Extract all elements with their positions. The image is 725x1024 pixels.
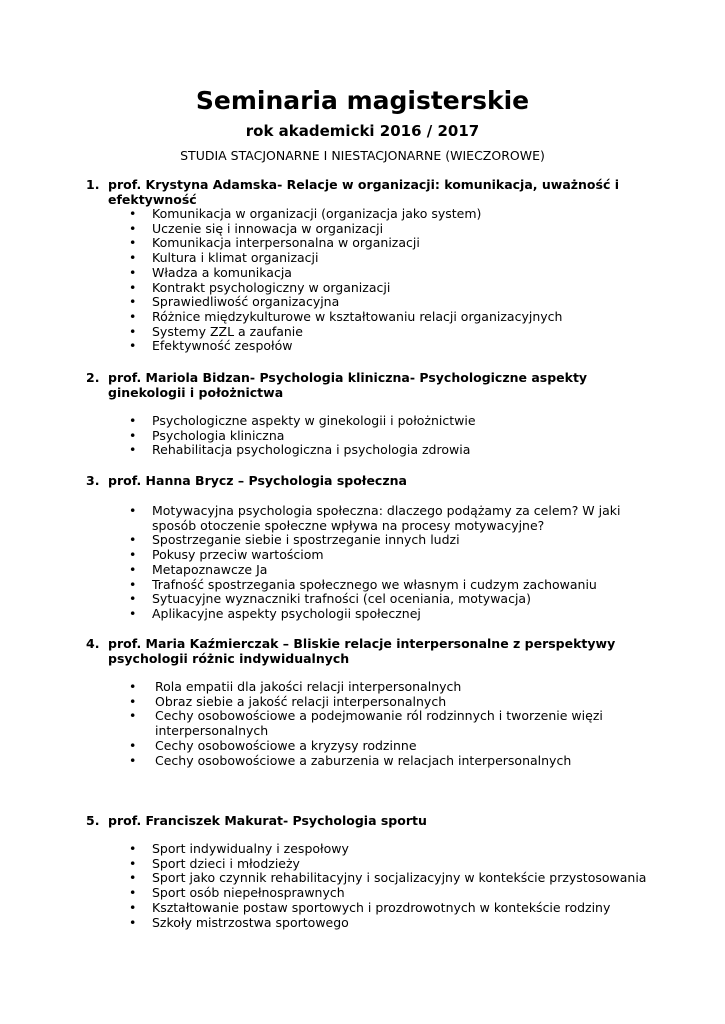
bullet-icon: • xyxy=(129,503,137,518)
bullet-icon: • xyxy=(129,605,137,621)
bullet-icon: • xyxy=(129,442,137,458)
bullet-icon: • xyxy=(129,561,137,577)
seminar-section-3 xyxy=(0,473,725,622)
bullet-icon: • xyxy=(129,870,137,886)
topic-list xyxy=(0,504,725,622)
bullet-icon: • xyxy=(129,206,137,221)
bullet-icon: • xyxy=(129,914,137,930)
list-item: • Trafność spostrzegania społecznego we własnym i cudzym zachowaniu xyxy=(129,576,597,592)
bullet-icon: • xyxy=(129,235,137,251)
topic-list xyxy=(0,680,725,768)
list-item: • Sytuacyjne wyznaczniki trafności (cel oceniania, motywacja) xyxy=(129,591,531,607)
list-item: • Sport dzieci i młodzieży xyxy=(129,855,300,871)
list-item: • Cechy osobowościowe a kryzysy rodzinne xyxy=(129,737,417,753)
list-item: • Sport indywidualny i zespołowy xyxy=(129,841,349,856)
bullet-icon: • xyxy=(129,885,137,901)
bullet-icon: • xyxy=(129,547,137,563)
bullet-icon: • xyxy=(129,532,137,548)
list-item: • Systemy ZZL a zaufanie xyxy=(129,323,303,339)
seminar-title: prof. Maria Kaźmierczak – Bliskie relacje interpersonalne z perspektywy psychologii różnic indywidualnych xyxy=(108,636,616,666)
academic-year-subtitle: rok akademicki 2016 / 2017 xyxy=(245,122,480,140)
list-item: • Metapoznawcze Ja xyxy=(129,561,268,577)
seminar-number: 1. xyxy=(86,177,100,192)
list-item: • Aplikacyjne aspekty psychologii społecznej xyxy=(129,605,421,621)
list-item: • Szkoły mistrzostwa sportowego xyxy=(129,914,349,930)
bullet-icon: • xyxy=(129,264,137,280)
seminar-title: prof. Franciszek Makurat- Psychologia sportu xyxy=(108,813,427,828)
list-item: • Spostrzeganie siebie i spostrzeganie innych ludzi xyxy=(129,532,460,548)
bullet-icon: • xyxy=(129,591,137,607)
seminar-title: prof. Hanna Brycz – Psychologia społeczna xyxy=(108,473,407,488)
list-item: • Pokusy przeciw wartościom xyxy=(129,547,324,563)
seminar-number: 2. xyxy=(86,370,100,385)
seminar-number: 5. xyxy=(86,813,100,828)
bullet-icon: • xyxy=(129,323,137,339)
seminar-heading xyxy=(0,370,725,400)
seminar-heading xyxy=(0,813,725,828)
list-item: • Psychologia kliniczna xyxy=(129,427,285,443)
list-item: • Sport osób niepełnosprawnych xyxy=(129,885,345,901)
list-item: • Cechy osobowościowe a zaburzenia w relacjach interpersonalnych xyxy=(129,752,572,768)
bullet-icon: • xyxy=(129,413,137,428)
bullet-icon: • xyxy=(129,899,137,915)
topic-list xyxy=(0,414,725,458)
list-item: • Obraz siebie a jakość relacji interpersonalnych xyxy=(129,693,447,709)
bullet-icon: • xyxy=(129,841,137,856)
list-item: • Kształtowanie postaw sportowych i prozdrowotnych w kontekście rodziny xyxy=(129,899,611,915)
list-item: • Różnice międzykulturowe w kształtowaniu relacji organizacyjnych xyxy=(129,308,563,324)
list-item: • Rola empatii dla jakości relacji interpersonalnych xyxy=(129,679,462,694)
bullet-icon: • xyxy=(129,338,137,354)
list-item: • Kontrakt psychologiczny w organizacji xyxy=(129,279,391,295)
bullet-icon: • xyxy=(129,693,137,709)
seminar-section-4 xyxy=(0,636,725,768)
seminar-section-1 xyxy=(0,177,725,354)
list-item: • Komunikacja w organizacji (organizacja jako system) xyxy=(129,206,482,221)
bullet-icon: • xyxy=(129,250,137,266)
bullet-icon: • xyxy=(129,294,137,310)
bullet-icon: • xyxy=(129,220,137,236)
seminar-section-5 xyxy=(0,813,725,930)
bullet-icon: • xyxy=(129,855,137,871)
list-item: • Efektywność zespołów xyxy=(129,338,293,354)
seminar-section-2 xyxy=(0,370,725,458)
seminar-number: 4. xyxy=(86,636,100,651)
seminar-heading xyxy=(0,473,725,488)
list-item: • Rehabilitacja psychologiczna i psychologia zdrowia xyxy=(129,442,471,458)
list-item: • Motywacyjna psychologia społeczna: dlaczego podążamy za celem? W jaki sposób otoczenie społeczne wpływa na procesy motywacyjne? xyxy=(129,503,621,533)
bullet-icon: • xyxy=(129,752,137,768)
seminar-title: prof. Mariola Bidzan- Psychologia kliniczna- Psychologiczne aspekty ginekologii i położnictwa xyxy=(108,370,588,400)
list-item: • Komunikacja interpersonalna w organizacji xyxy=(129,235,420,251)
seminar-heading xyxy=(0,177,725,207)
seminar-number: 3. xyxy=(86,473,100,488)
list-item: • Psychologiczne aspekty w ginekologii i położnictwie xyxy=(129,413,476,428)
bullet-icon: • xyxy=(129,279,137,295)
topic-list xyxy=(0,842,725,930)
topic-list xyxy=(0,207,725,354)
bullet-icon: • xyxy=(129,679,137,694)
list-item: • Cechy osobowościowe a podejmowanie ról rodzinnych i tworzenie więzi interpersonalnych xyxy=(129,708,603,739)
list-item: • Sport jako czynnik rehabilitacyjny i socjalizacyjny w kontekście przystosowania xyxy=(129,870,647,886)
page-title: Seminaria magisterskie xyxy=(195,86,530,115)
bullet-icon: • xyxy=(129,708,137,724)
list-item: • Uczenie się i innowacja w organizacji xyxy=(129,220,384,236)
seminar-heading xyxy=(0,636,725,666)
bullet-icon: • xyxy=(129,737,137,753)
list-item: • Władza a komunikacja xyxy=(129,264,292,280)
bullet-icon: • xyxy=(129,427,137,443)
study-program-line: STUDIA STACJONARNE I NIESTACJONARNE (WIECZOROWE) xyxy=(180,148,545,163)
bullet-icon: • xyxy=(129,576,137,592)
list-item: • Kultura i klimat organizacji xyxy=(129,250,319,266)
list-item: • Sprawiedliwość organizacyjna xyxy=(129,294,340,310)
seminar-title: prof. Krystyna Adamska- Relacje w organizacji: komunikacja, uważność i efektywność xyxy=(108,177,619,207)
bullet-icon: • xyxy=(129,308,137,324)
